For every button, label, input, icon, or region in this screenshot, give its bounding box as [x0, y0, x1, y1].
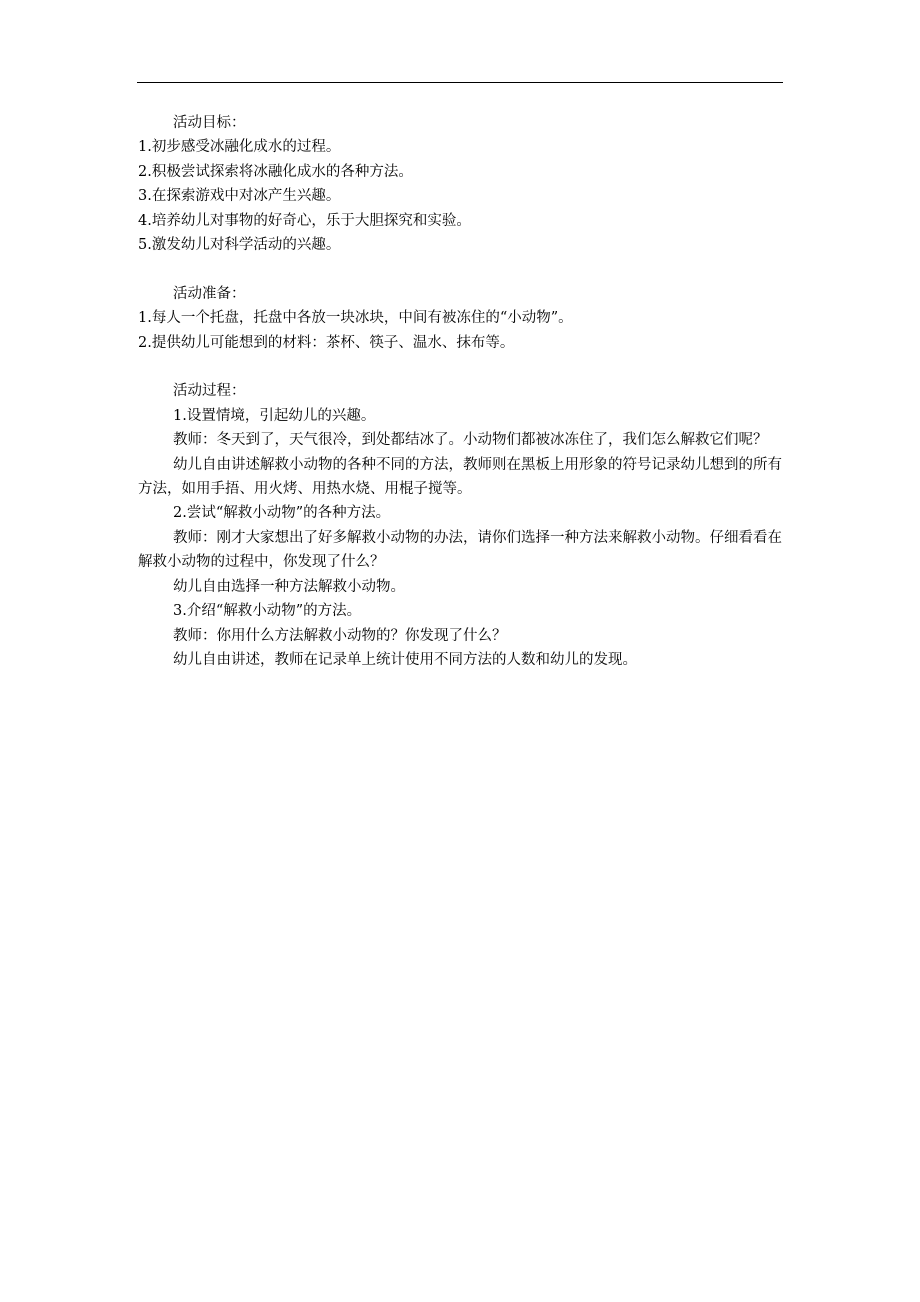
goal-item-5: 5.激发幼儿对科学活动的兴趣。: [138, 237, 341, 254]
spacer: [138, 257, 783, 281]
process-step-1-teacher: 教师：冬天到了，天气很冷，到处都结冰了。小动物们都被冰冻住了，我们怎么解救它们呢？: [173, 432, 768, 449]
goal-item-1: 1.初步感受冰融化成水的过程。: [138, 139, 341, 156]
process-step-1: 1.设置情境，引起幼儿的兴趣。: [173, 407, 376, 424]
preparation-item-1: 1.每人一个托盘，托盘中各放一块冰块，中间有被冻住的“小动物”。: [138, 310, 573, 327]
header-rule: [137, 82, 783, 83]
process-heading: 活动过程：: [173, 383, 246, 400]
process-step-2-children: 幼儿自由选择一种方法解救小动物。: [173, 578, 405, 595]
goal-item-4: 4.培养幼儿对事物的好奇心，乐于大胆探究和实验。: [138, 212, 471, 229]
spacer: [138, 355, 783, 379]
section-preparation: [138, 282, 783, 355]
process-step-1-children: 幼儿自由讲述解救小动物的各种不同的方法，教师则在黑板上用形象的符号记录幼儿想到的所有方法，如用手捂、用火烤、用热水烧、用棍子搅等。: [138, 456, 782, 498]
process-step-2: 2.尝试“解救小动物”的各种方法。: [173, 505, 391, 522]
preparation-heading: 活动准备：: [173, 285, 246, 302]
preparation-item-2: 2.提供幼儿可能想到的材料：茶杯、筷子、温水、抹布等。: [138, 334, 515, 351]
section-goals: [138, 111, 783, 257]
goals-heading: 活动目标：: [173, 115, 246, 131]
document-body: [138, 111, 783, 672]
goal-item-3: 3.在探索游戏中对冰产生兴趣。: [138, 188, 341, 205]
process-step-3: 3.介绍“解救小动物”的方法。: [173, 603, 362, 620]
section-process: [138, 379, 783, 672]
process-step-2-teacher: 教师：刚才大家想出了好多解救小动物的办法，请你们选择一种方法来解救小动物。仔细看看在解救小动物的过程中，你发现了什么？: [138, 529, 782, 571]
goal-item-2: 2.积极尝试探索将冰融化成水的各种方法。: [138, 163, 413, 180]
process-step-3-children: 幼儿自由讲述，教师在记录单上统计使用不同方法的人数和幼儿的发现。: [173, 651, 637, 668]
process-step-3-teacher: 教师：你用什么方法解救小动物的？你发现了什么？: [173, 627, 507, 644]
